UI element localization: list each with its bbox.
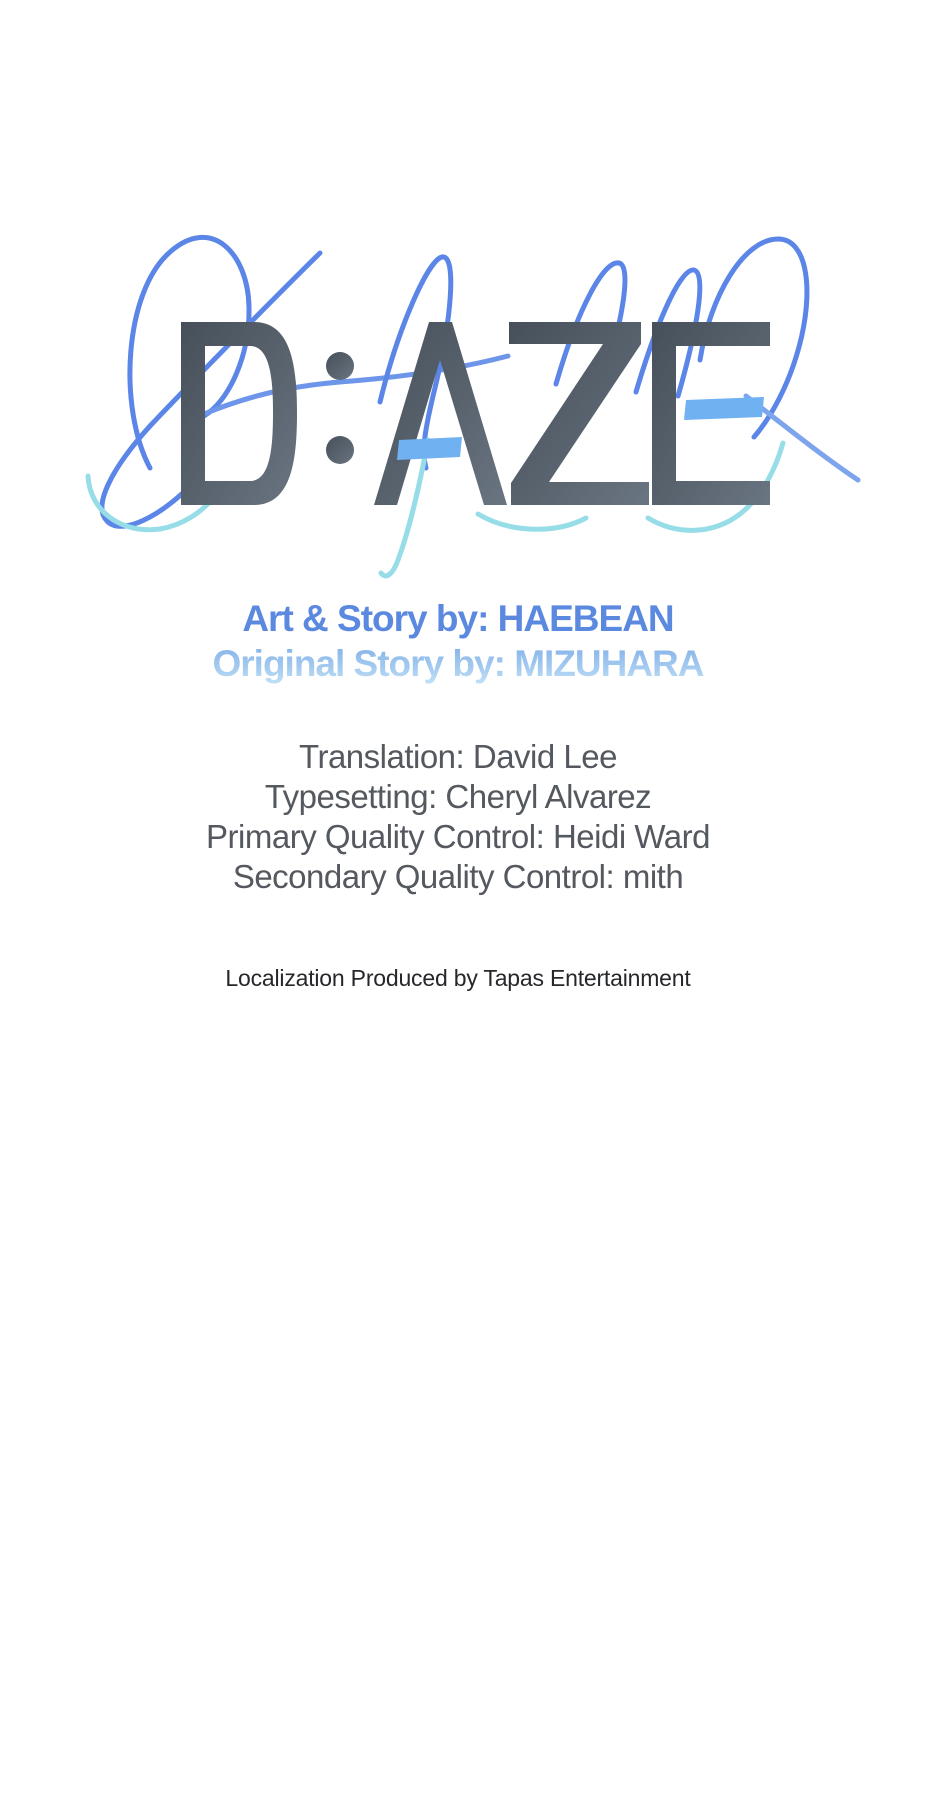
letter-z	[509, 322, 649, 505]
letter-d	[181, 322, 297, 505]
art-story-credit: Art & Story by: HAEBEAN	[242, 598, 674, 639]
daze-logo	[0, 0, 940, 650]
staff-line-secondary-qc: Secondary Quality Control: mith	[232, 858, 684, 895]
staff-credits	[0, 737, 928, 897]
staff-line-typesetting: Typesetting: Cheryl Alvarez	[264, 778, 652, 815]
a-crossbar	[397, 437, 462, 460]
e-crossbar	[684, 397, 764, 420]
scribble-stroke	[478, 514, 586, 529]
localization-credit: Localization Produced by Tapas Entertainment	[225, 965, 691, 991]
staff-line-primary-qc: Primary Quality Control: Heidi Ward	[206, 818, 710, 855]
letter-colon-dot-bottom	[326, 436, 354, 464]
letter-colon-dot-top	[326, 352, 354, 380]
logo-letters	[181, 322, 770, 505]
original-story-credit: Original Story by: MIZUHARA	[0, 643, 928, 685]
staff-line-translation: Translation: David Lee	[299, 738, 617, 775]
